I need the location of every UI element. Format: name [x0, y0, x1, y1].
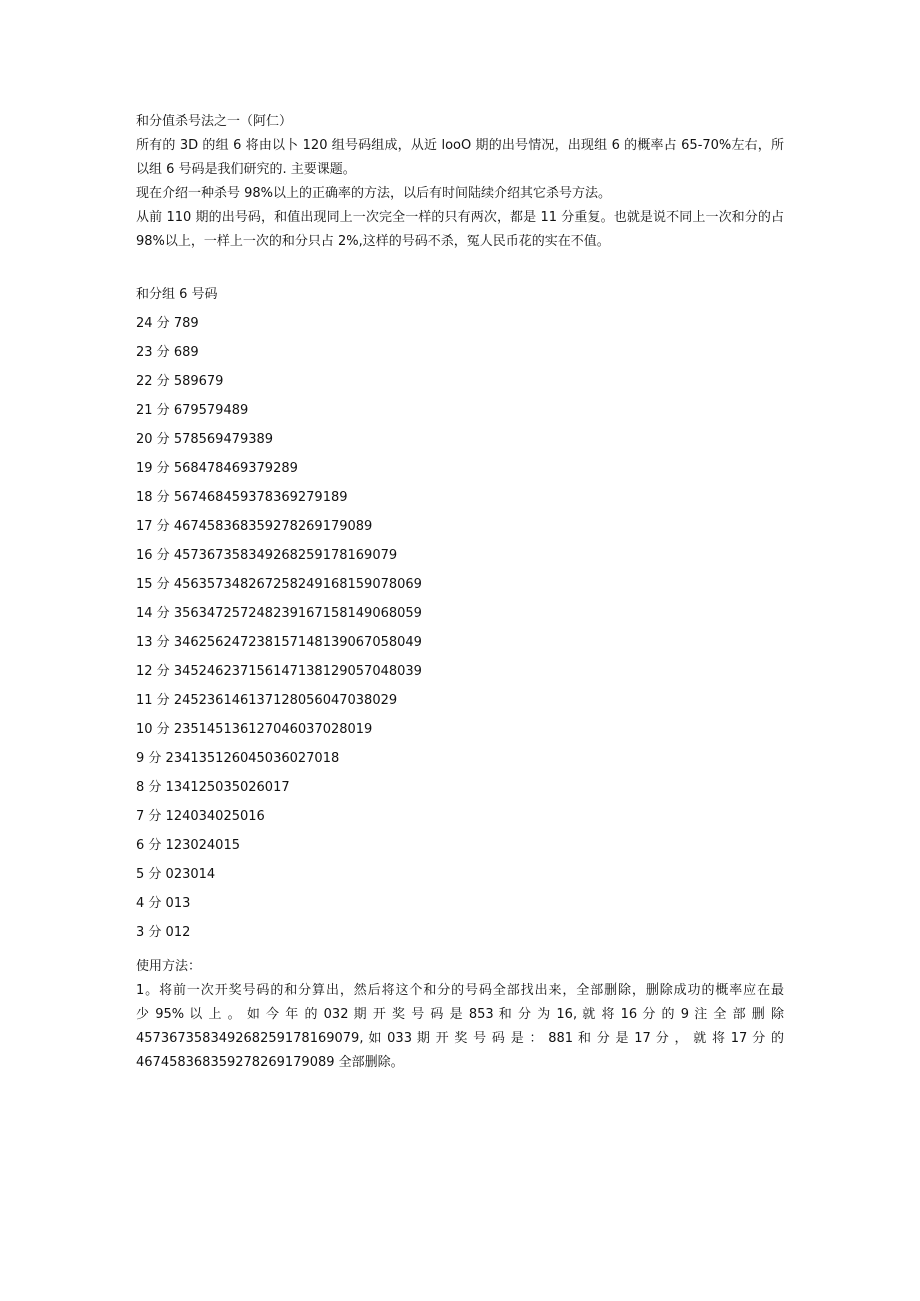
intro-paragraph-1: 所有的 3D 的组 6 将由以卜 120 组号码组成，从近 looO 期的出号情况，出现组 6 的概率占 65-70%左右，所以组 6 号码是我们研究的. 主要课题。	[136, 138, 784, 177]
list-item	[136, 602, 784, 631]
list-item	[136, 486, 784, 515]
number-group: 467458368359278269179089	[173, 519, 373, 534]
sum-label: 23 分	[136, 345, 170, 360]
list-item	[136, 863, 784, 892]
sum-value-list	[136, 312, 784, 950]
sum-label: 22 分	[136, 374, 170, 389]
list-item	[136, 341, 784, 370]
sum-label: 12 分	[136, 664, 170, 679]
list-item	[136, 573, 784, 602]
number-group: 235145136127046037028019	[173, 722, 373, 737]
list-item	[136, 544, 784, 573]
usage-line-2: 少 95% 以 上 。 如 今 年 的 032 期 开 奖 号 码 是 853 和 分 为 16, 就 将 16 分 的 9 注 全 部 删 除	[136, 1007, 784, 1022]
sum-label: 9 分	[136, 751, 162, 766]
list-item	[136, 921, 784, 950]
sum-label: 3 分	[136, 925, 162, 940]
usage-title: 使用方法：	[136, 959, 202, 974]
number-group: 356347257248239167158149068059	[173, 606, 422, 621]
number-group: 456357348267258249168159078069	[173, 577, 422, 592]
document-title: 和分值杀号法之一（阿仁）	[136, 114, 293, 129]
sum-label: 11 分	[136, 693, 170, 708]
list-item	[136, 834, 784, 863]
number-group: 023014	[165, 867, 216, 882]
sum-label: 10 分	[136, 722, 170, 737]
sum-label: 20 分	[136, 432, 170, 447]
sum-label: 24 分	[136, 316, 170, 331]
table-title: 和分组 6 号码	[136, 287, 218, 302]
usage-line-3: 457367358349268259178169079, 如 033 期 开 奖 号 码 是 ： 881 和 分 是 17 分 ， 就 将 17 分 的	[136, 1031, 784, 1046]
number-group: 013	[165, 896, 191, 911]
number-group: 134125035026017	[165, 780, 290, 795]
number-group: 234135126045036027018	[165, 751, 340, 766]
list-item	[136, 428, 784, 457]
sum-label: 19 分	[136, 461, 170, 476]
list-item	[136, 312, 784, 341]
list-item	[136, 515, 784, 544]
document-page	[136, 110, 784, 1075]
sum-label: 21 分	[136, 403, 170, 418]
number-group: 578569479389	[173, 432, 274, 447]
sum-label: 5 分	[136, 867, 162, 882]
number-group: 589679	[173, 374, 224, 389]
list-item	[136, 892, 784, 921]
sum-label: 7 分	[136, 809, 162, 824]
intro-section	[136, 110, 784, 254]
sum-label: 14 分	[136, 606, 170, 621]
list-item	[136, 747, 784, 776]
list-item	[136, 457, 784, 486]
number-group: 345246237156147138129057048039	[173, 664, 422, 679]
list-item	[136, 370, 784, 399]
sum-label: 15 分	[136, 577, 170, 592]
list-item	[136, 689, 784, 718]
sum-label: 8 分	[136, 780, 162, 795]
list-item	[136, 631, 784, 660]
sum-label: 13 分	[136, 635, 170, 650]
list-item	[136, 718, 784, 747]
sum-label: 16 分	[136, 548, 170, 563]
sum-label: 6 分	[136, 838, 162, 853]
usage-line-4: 467458368359278269179089 全部删除。	[136, 1055, 404, 1070]
list-item	[136, 805, 784, 834]
list-item	[136, 660, 784, 689]
number-group: 457367358349268259178169079	[173, 548, 398, 563]
number-group: 123024015	[165, 838, 240, 853]
number-group: 679579489	[173, 403, 249, 418]
usage-line-1: 1。将前一次开奖号码的和分算出，然后将这个和分的号码全部找出来，全部删除，删除成功的概率应在最	[136, 983, 784, 998]
number-group: 689	[173, 345, 199, 360]
number-group: 124034025016	[165, 809, 265, 824]
number-group: 012	[165, 925, 191, 940]
list-item	[136, 776, 784, 805]
sum-label: 17 分	[136, 519, 170, 534]
intro-paragraph-3: 从前 110 期的出号码，和值出现同上一次完全一样的只有两次，都是 11 分重复。也就是说不同上一次和分的占 98%以上，一样上一次的和分只占 2%,这样的号码不杀，冤人民币花的实在不值。	[136, 210, 784, 249]
sum-label: 4 分	[136, 896, 162, 911]
number-group: 568478469379289	[173, 461, 298, 476]
list-item	[136, 399, 784, 428]
sum-label: 18 分	[136, 490, 170, 505]
usage-section	[136, 955, 784, 1075]
intro-paragraph-2: 现在介绍一种杀号 98%以上的正确率的方法，以后有时间陆续介绍其它杀号方法。	[136, 186, 612, 201]
number-group: 245236146137128056047038029	[173, 693, 398, 708]
number-group: 346256247238157148139067058049	[173, 635, 422, 650]
number-group: 789	[173, 316, 199, 331]
number-group: 567468459378369279189	[173, 490, 348, 505]
